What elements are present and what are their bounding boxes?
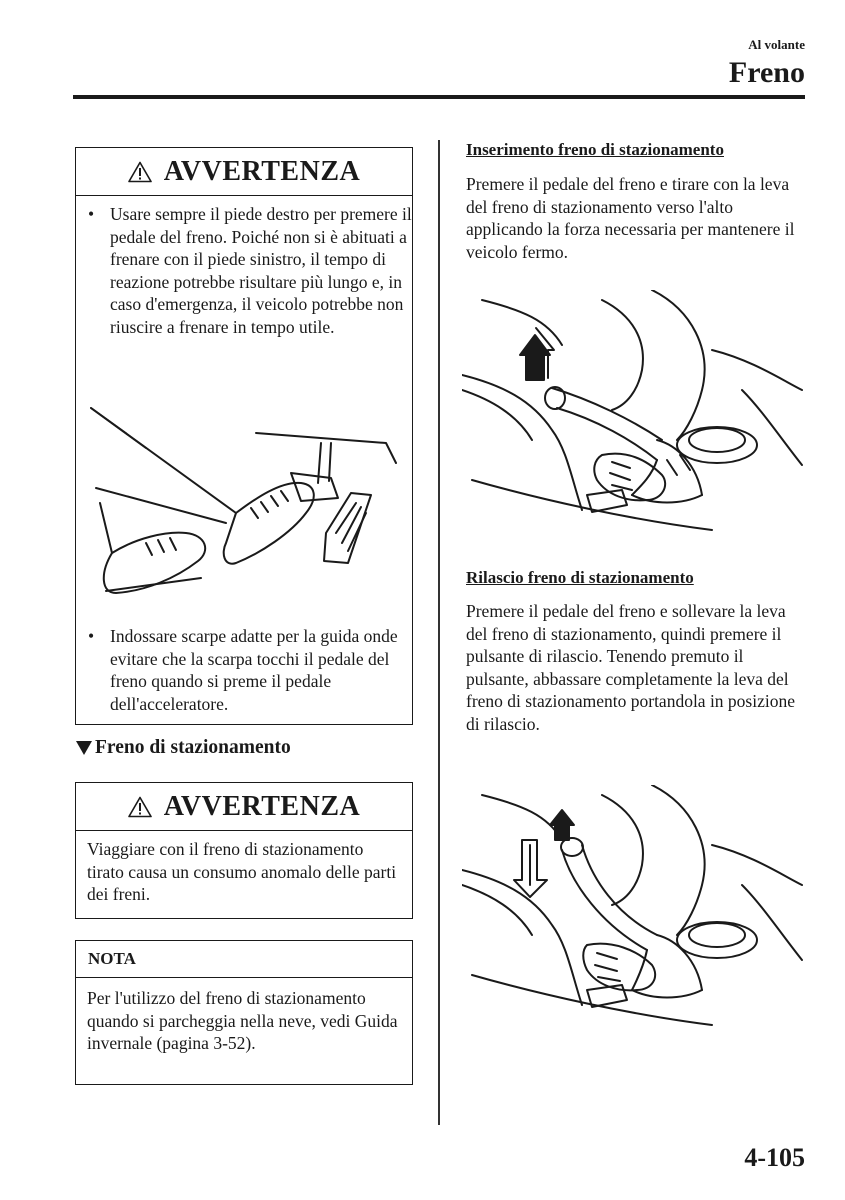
warning-triangle-icon: [128, 161, 152, 183]
engage-subheading: Inserimento freno di stazionamento: [466, 140, 724, 159]
warning-header: [76, 783, 412, 831]
parking-brake-release-illustration: [462, 785, 807, 1040]
engage-text: Premere il pedale del freno e tirare con la leva del freno di stazionamento verso l'alto applicando la forza necessaria per mantenere il veicolo fermo.: [466, 174, 795, 262]
note-title: NOTA: [76, 941, 412, 978]
section-label: Al volante: [748, 37, 805, 52]
feet-on-pedals-illustration: [86, 403, 404, 603]
bullet-dot: •: [88, 626, 95, 646]
warning-triangle-icon: [128, 796, 152, 818]
warning-bullet-2: [76, 625, 430, 715]
header-rule: [73, 95, 805, 99]
warning-header: [76, 148, 412, 196]
release-subheading: Rilascio freno di stazionamento: [466, 568, 694, 587]
warning-title: AVVERTENZA: [163, 155, 361, 187]
warning-box-2: [75, 782, 413, 919]
column-divider: [438, 140, 440, 1125]
bullet-text: Indossare scarpe adatte per la guida onde evitare che la scarpa tocchi il pedale del freno quando si preme il pedale dell'acceleratore.: [110, 626, 398, 714]
warning-text: Viaggiare con il freno di stazionamento tirato causa un consumo anomalo delle parti dei freni.: [87, 839, 397, 904]
section-heading-text: Freno di stazionamento: [95, 737, 291, 758]
warning-box-1: [75, 147, 413, 725]
page-title: Freno: [728, 56, 805, 89]
parking-brake-engage-illustration: [462, 290, 807, 545]
warning-title: AVVERTENZA: [163, 790, 361, 822]
bullet-dot: •: [88, 204, 95, 224]
release-text: Premere il pedale del freno e sollevare la leva del freno di stazionamento, quindi premere il pulsante di rilascio. Tenendo premuto il pulsante, abbassare completamente la leva del freno di stazionamento portandola in posizione di rilascio.: [466, 601, 796, 734]
note-box: [75, 940, 413, 1085]
page-number: 4-105: [744, 1143, 805, 1172]
section-heading: [75, 737, 291, 759]
note-text: Per l'utilizzo del freno di stazionamento quando si parcheggia nella neve, vedi Guida invernale (pagina 3-52).: [87, 988, 398, 1053]
bullet-text: Usare sempre il piede destro per premere il pedale del freno. Poiché non si è abituati a frenare con il piede sinistro, il tempo di reazione potrebbe risultare più lungo e, in caso d'emergenza, il veicolo potrebbe non riuscire a frenare in tempo utile.: [110, 204, 412, 337]
warning-bullet-1: [76, 203, 430, 338]
triangle-down-icon: [75, 740, 93, 756]
